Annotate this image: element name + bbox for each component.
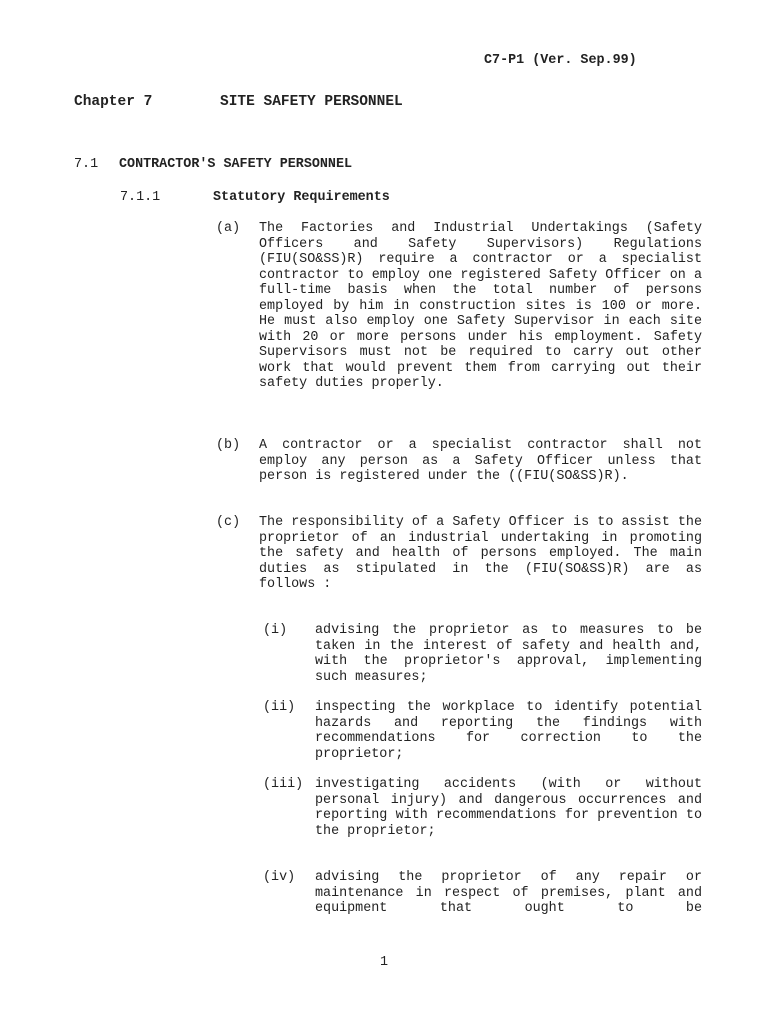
duty-iii-text: investigating accidents (with or without personal injury) and dangerous occurrences and reporting with recommendations for prevention to the proprietor; xyxy=(315,777,702,839)
item-a-label: (a) xyxy=(216,221,241,236)
duty-ii-label: (ii) xyxy=(263,700,296,715)
page-number: 1 xyxy=(380,955,389,970)
subsection-title: Statutory Requirements xyxy=(213,190,390,205)
item-a-text: The Factories and Industrial Undertakings (Safety Officers and Safety Supervisors) Regulations (FIU(SO&SS)R) require a contractor or a specialist contractor to employ one registered Safety Officer on a full-time basis when the total number of persons employed by him in construction sites is 100 or more. He must also employ one Safety Supervisor in each site with 20 or more persons under his employment. Safety Supervisors must not be required to carry out other work that would prevent them from carrying out their safety duties properly. xyxy=(259,221,702,391)
duty-ii-text: inspecting the workplace to identify potential hazards and reporting the findings with recommendations for correction to the proprietor; xyxy=(315,700,702,762)
document-reference: C7-P1 (Ver. Sep.99) xyxy=(484,53,637,68)
chapter-label: Chapter 7 xyxy=(74,94,153,110)
subsection-number: 7.1.1 xyxy=(120,190,161,205)
item-b-label: (b) xyxy=(216,438,241,453)
duty-iii-label: (iii) xyxy=(263,777,304,792)
item-c-label: (c) xyxy=(216,515,241,530)
chapter-title: SITE SAFETY PERSONNEL xyxy=(220,94,403,110)
duty-i-text: advising the proprietor as to measures to be taken in the interest of safety and health and, with the proprietor's approval, implementing such measures; xyxy=(315,623,702,685)
duty-iv-text: advising the proprietor of any repair or maintenance in respect of premises, plant and equipment that ought to be xyxy=(315,870,702,916)
duty-i-label: (i) xyxy=(263,623,288,638)
item-b-text: A contractor or a specialist contractor shall not employ any person as a Safety Officer unless that person is registered under the ((FIU(SO&SS)R). xyxy=(259,438,702,484)
item-c-text: The responsibility of a Safety Officer is to assist the proprietor of an industrial undertaking in promoting the safety and health of persons employed. The main duties as stipulated in the (FIU(SO&SS)R) are as follows : xyxy=(259,515,702,592)
duty-iv-label: (iv) xyxy=(263,870,296,885)
section-title: CONTRACTOR'S SAFETY PERSONNEL xyxy=(119,157,353,172)
section-number: 7.1 xyxy=(74,157,99,172)
